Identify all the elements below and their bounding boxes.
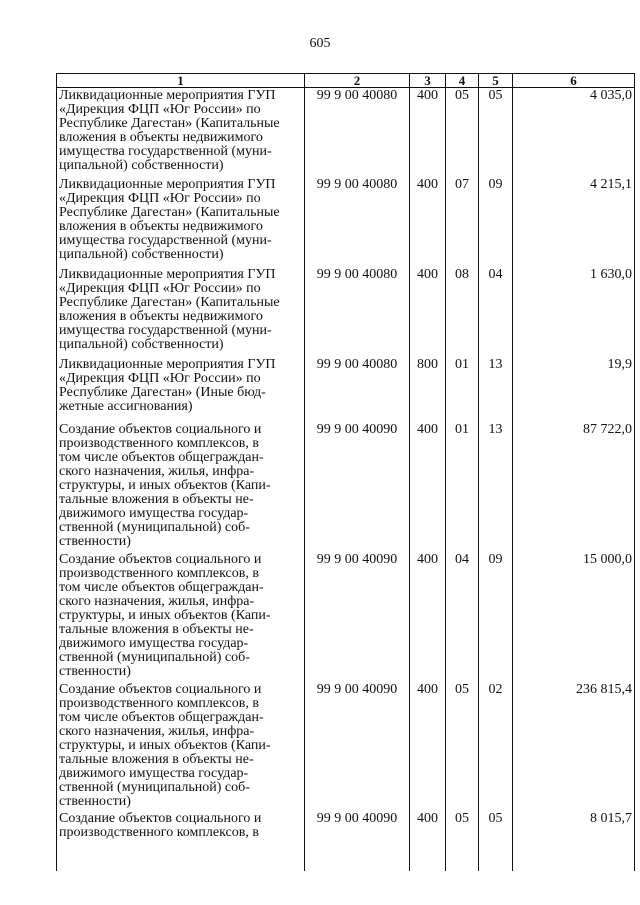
- row-description: Создание объектов социального и производственного комплексов, в: [57, 811, 305, 871]
- row-amount: 15 000,0: [513, 552, 635, 682]
- row-section: 05: [446, 88, 479, 177]
- row-target-code: 99 9 00 40090: [305, 422, 410, 552]
- row-expense-type: 400: [410, 267, 446, 357]
- row-expense-type: 400: [410, 552, 446, 682]
- row-section: 01: [446, 422, 479, 552]
- row-description: Ликвидационные мероприятия ГУП «Дирекция ФЦП «Юг России» по Республике Дагестан» (Капитальные вложения в объекты недвижимого имущества государственной (муни- ципальной) собственности): [57, 177, 305, 267]
- row-expense-type: 400: [410, 811, 446, 871]
- column-header: 3: [410, 74, 446, 88]
- row-description: Ликвидационные мероприятия ГУП «Дирекция ФЦП «Юг России» по Республике Дагестан» (Капитальные вложения в объекты недвижимого имущества государственной (муни- ципальной) собственности): [57, 88, 305, 177]
- row-amount: 8 015,7: [513, 811, 635, 871]
- table-row: [57, 88, 635, 177]
- row-amount: 19,9: [513, 357, 635, 422]
- table-row: [57, 552, 635, 682]
- row-expense-type: 400: [410, 88, 446, 177]
- row-expense-type: 400: [410, 422, 446, 552]
- row-target-code: 99 9 00 40090: [305, 682, 410, 811]
- row-expense-type: 400: [410, 177, 446, 267]
- row-subsection: 09: [479, 552, 513, 682]
- column-header: 4: [446, 74, 479, 88]
- row-section: 05: [446, 682, 479, 811]
- row-description: Создание объектов социального и производственного комплексов, в том числе объектов общеграждан- ского назначения, жилья, инфра- структуры, и иных объектов (Капи- тальные вложения в объекты не- движимого имущества государ- ственной (муниципальной) соб- ственности): [57, 682, 305, 811]
- row-section: 05: [446, 811, 479, 871]
- table-row: [57, 682, 635, 811]
- row-subsection: 04: [479, 267, 513, 357]
- row-description: Создание объектов социального и производственного комплексов, в том числе объектов общеграждан- ского назначения, жилья, инфра- структуры, и иных объектов (Капи- тальные вложения в объекты не- движимого имущества государ- ственной (муниципальной) соб- ственности): [57, 422, 305, 552]
- row-amount: 1 630,0: [513, 267, 635, 357]
- row-target-code: 99 9 00 40080: [305, 357, 410, 422]
- row-section: 04: [446, 552, 479, 682]
- row-target-code: 99 9 00 40080: [305, 177, 410, 267]
- row-section: 08: [446, 267, 479, 357]
- table-row: [57, 422, 635, 552]
- table-row: [57, 177, 635, 267]
- row-expense-type: 800: [410, 357, 446, 422]
- row-description: Ликвидационные мероприятия ГУП «Дирекция ФЦП «Юг России» по Республике Дагестан» (Капитальные вложения в объекты недвижимого имущества государственной (муни- ципальной) собственности): [57, 267, 305, 357]
- row-amount: 4 035,0: [513, 88, 635, 177]
- column-header: 2: [305, 74, 410, 88]
- page-number: 605: [309, 36, 331, 51]
- table-row: [57, 267, 635, 357]
- row-target-code: 99 9 00 40090: [305, 552, 410, 682]
- row-section: 07: [446, 177, 479, 267]
- column-header: 6: [513, 74, 635, 88]
- row-amount: 4 215,1: [513, 177, 635, 267]
- row-target-code: 99 9 00 40080: [305, 88, 410, 177]
- row-target-code: 99 9 00 40090: [305, 811, 410, 871]
- row-amount: 87 722,0: [513, 422, 635, 552]
- row-subsection: 02: [479, 682, 513, 811]
- column-header: 5: [479, 74, 513, 88]
- row-description: Ликвидационные мероприятия ГУП «Дирекция ФЦП «Юг России» по Республике Дагестан» (Иные бюд- жетные ассигнования): [57, 357, 305, 422]
- row-amount: 236 815,4: [513, 682, 635, 811]
- row-subsection: 09: [479, 177, 513, 267]
- row-subsection: 05: [479, 88, 513, 177]
- table-row: [57, 357, 635, 422]
- budget-table: [56, 73, 635, 871]
- row-description: Создание объектов социального и производственного комплексов, в том числе объектов общеграждан- ского назначения, жилья, инфра- структуры, и иных объектов (Капи- тальные вложения в объекты не- движимого имущества государ- ственной (муниципальной) соб- ственности): [57, 552, 305, 682]
- row-subsection: 13: [479, 422, 513, 552]
- row-subsection: 05: [479, 811, 513, 871]
- column-header: 1: [57, 74, 305, 88]
- row-section: 01: [446, 357, 479, 422]
- table-row: [57, 811, 635, 871]
- row-subsection: 13: [479, 357, 513, 422]
- table-header-row: [57, 74, 635, 88]
- row-target-code: 99 9 00 40080: [305, 267, 410, 357]
- row-expense-type: 400: [410, 682, 446, 811]
